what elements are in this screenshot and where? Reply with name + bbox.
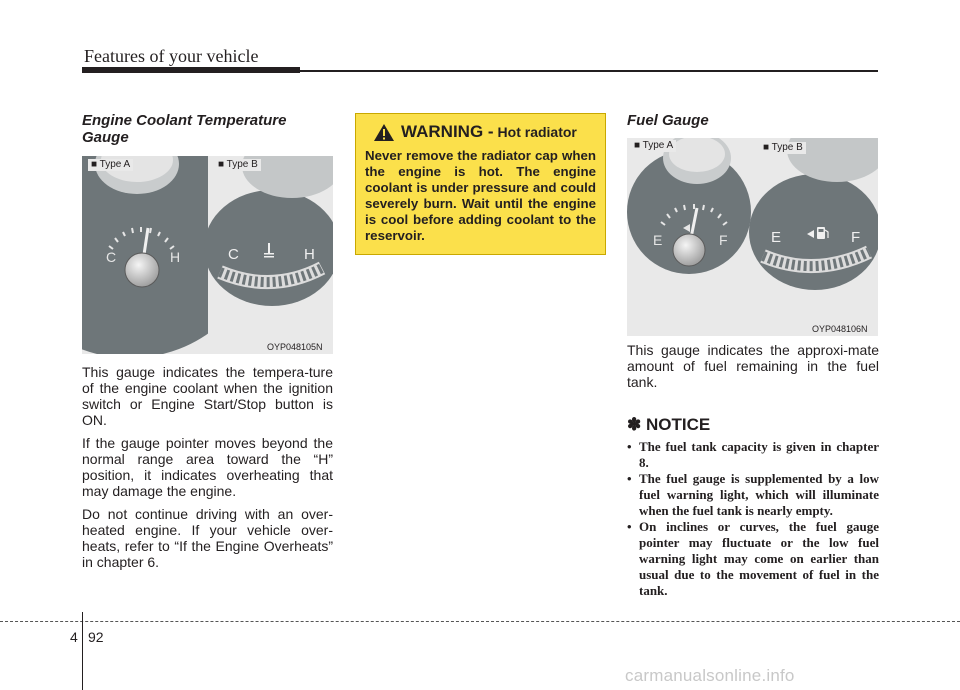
header-rule-thick: [82, 67, 300, 73]
coolant-paragraph-1: This gauge indicates the tempera-ture of the engine coolant when the ignition switch or Engine Start/Stop button is ON.: [82, 364, 333, 428]
coolant-type-a-h-label: H: [170, 249, 181, 265]
notice-item-3: • On inclines or curves, the fuel gauge pointer may fluctuate or the low fuel warning light may come on earlier than usual due to the movement of fuel in the tank.: [627, 519, 879, 599]
notice-item-2: • The fuel gauge is supplemented by a low fuel warning light, which will illuminate when the fuel tank is nearly empty.: [627, 471, 879, 519]
fuel-type-b-f-label: F: [851, 229, 861, 246]
footer-rule: [0, 621, 960, 622]
fuel-gauge-figure: [627, 138, 878, 336]
page-number: 92: [88, 629, 104, 645]
fuel-type-a-e-label: E: [653, 232, 663, 248]
fuel-body: [627, 342, 879, 397]
coolant-body: [82, 364, 333, 577]
coolant-paragraph-2: If the gauge pointer moves beyond the normal range area toward the “H” position, it indicates overheating that may damage the engine.: [82, 435, 333, 499]
coolant-type-b-c-label: C: [228, 246, 239, 263]
coolant-heading-line2: Gauge: [82, 129, 129, 146]
warning-subtitle: Hot radiator: [497, 124, 577, 140]
coolant-gauge-figure: [82, 156, 333, 354]
fuel-type-a-f-label: F: [719, 232, 728, 248]
coolant-gauge-illustration: [82, 156, 333, 354]
fuel-paragraph: This gauge indicates the approxi-mate amount of fuel remaining in the fuel tank.: [627, 342, 879, 390]
fuel-figure-code: OYP048106N: [812, 324, 868, 334]
notice-heading: ✽ NOTICE: [627, 415, 711, 434]
coolant-figure-code: OYP048105N: [267, 342, 323, 352]
coolant-type-b-h-label: H: [304, 246, 315, 263]
warning-title: WARNING -: [401, 122, 494, 141]
footer-divider: [82, 612, 83, 690]
warning-text: Never remove the radiator cap when the engine is hot. The engine coolant is under pressure and could severely burn. Wait until the engine is cool before adding coolant to the reservoir.: [365, 148, 596, 243]
header-rule-thin: [300, 70, 878, 72]
notice-list: [627, 439, 879, 599]
warning-title-row: [373, 122, 596, 142]
watermark-text: carmanualsonline.info: [625, 666, 795, 685]
fuel-type-b-label: ■ Type B: [760, 142, 806, 154]
coolant-heading: [82, 112, 332, 146]
fuel-heading: Fuel Gauge: [627, 112, 709, 129]
coolant-heading-line1: Engine Coolant Temperature: [82, 112, 287, 129]
coolant-paragraph-3: Do not continue driving with an over-heated engine. If your vehicle over-heats, refer to “If the Engine Overheats” in chapter 6.: [82, 506, 333, 570]
coolant-type-b-label: ■ Type B: [215, 159, 261, 171]
fuel-type-a-label: ■ Type A: [631, 140, 676, 152]
warning-box: [355, 113, 606, 255]
fuel-type-b-e-label: E: [771, 229, 782, 246]
fuel-gauge-illustration: [627, 138, 878, 336]
warning-triangle-icon: [373, 123, 395, 142]
coolant-type-a-c-label: C: [106, 249, 117, 265]
coolant-type-a-label: ■ Type A: [88, 159, 133, 171]
page-chapter: 4: [70, 629, 78, 645]
page-header-title: Features of your vehicle: [84, 46, 259, 66]
notice-item-1: • The fuel tank capacity is given in chapter 8.: [627, 439, 879, 471]
